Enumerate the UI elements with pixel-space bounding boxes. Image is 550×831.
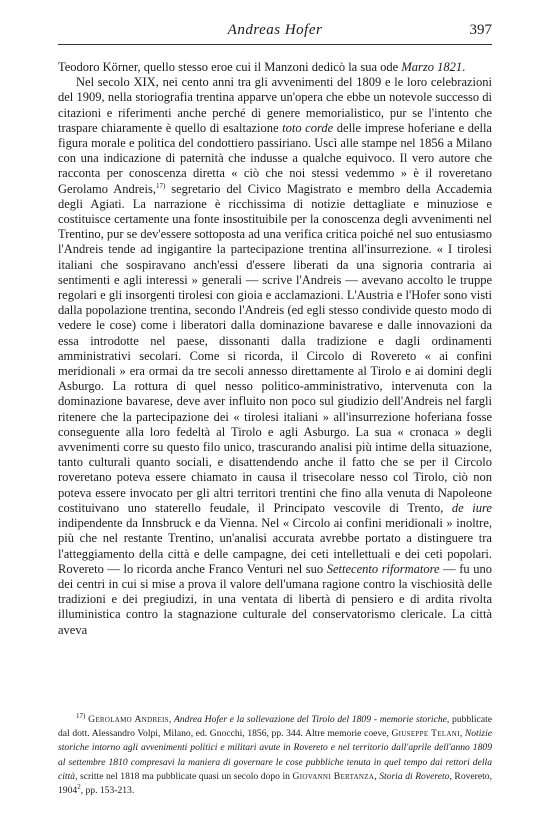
- footnote-title: Storia di Rovereto: [379, 770, 450, 782]
- footnote-reference: 17): [155, 181, 166, 190]
- edition-superscript: 2: [77, 782, 81, 791]
- page-header: [58, 18, 492, 45]
- running-title: Andreas Hofer: [227, 22, 323, 38]
- footnote: [58, 713, 492, 798]
- latin-phrase-de-iure: de iure: [451, 500, 492, 515]
- latin-phrase: toto corde: [282, 120, 334, 135]
- footnote-author: Giuseppe Telani: [391, 728, 460, 740]
- footnote-title: Notizie storiche intorno agli avvenimenti politici e militari avute in Rovereto e nel territorio dall'aprile dell'anno 1809 al settembre 1810 compresavi la maniera di governare le cose pubbliche tenuta in quel tempo dai rettori della città: [58, 728, 493, 782]
- footnote-author: Giovanni Bertanza: [292, 770, 375, 782]
- ode-title: Marzo 1821: [401, 60, 463, 74]
- paragraph-continuation: Teodoro Körner, quello stesso eroe cui il Manzoni dedicò la sua ode Marzo 1821.: [58, 60, 466, 74]
- footnote-17: $^{17)}$ Gerolamo Andreis, Andrea Hofer e la sollevazione del Tirolo del 1809 - memorie storiche, pubblicate dal dott. Alessandro Volpi, Milano, ed. Gnocchi, 1856, pp. 344. Altre memorie coeve, Giuseppe Telani, Notizie storiche intorno agli avvenimenti politici e militari avute in Rovereto e nel territorio dall'aprile dell'anno 1809 al settembre 1810 compresavi la maniera di governare le cose pubbliche tenuta in quel tempo dai rettori della città, scritte nel 1818 ma pubblicate quasi un secolo dopo in Giovanni Bertanza, Storia di Rovereto, Rovereto, 1904$^2$, pp. 153-213.: [58, 711, 493, 797]
- book-title-settecento: Settecento riformatore: [326, 561, 440, 576]
- main-text: [58, 60, 492, 638]
- footnote-marker: 17): [76, 711, 86, 720]
- footnote-title: Andrea Hofer e la sollevazione del Tirolo del 1809 - memorie storiche: [174, 714, 447, 725]
- footnote-author: Gerolamo Andreis: [88, 714, 169, 725]
- paragraph-andreis: Nel secolo XIX, nei cento anni tra gli avvenimenti del 1809 e le loro celebrazioni del 1909, nella storiografia trentina apparve un'opera che ebbe un notevole successo di citazioni e riferimenti anche perché di genere memorialistico, pur se l'intento che traspare chiaramente è quello di esaltazione toto corde delle imprese hoferiane e della figura morale e politica del condottiero passiriano. Uscì alle stampe nel 1856 a Milano con una indicazione di paternità che indusse a qualche equivoco. Il vero autore che racconta per conoscenza diretta « ciò che noi stessi vedemmo » è il roveretano Gerolamo Andreis,$^{17)}$ segretario del Civico Magistrato e membro della Accademia degli Agiati. La narrazione è ricchissima di notizie dettagliate e minuziose e costituisce certamente una fonte insostituibile per la conoscenza degli avvenimenti nel Trentino, pur se dev'essere sottoposta ad una verifica critica poiché nel suo entusiasmo l'Andreis tende ad ingigantire la partecipazione trentina all'insurrezione. « I tirolesi italiani che sospiravano anch'essi d'essere liberati da una signoria contraria ai sentimenti e agli interessi » generali — scrive l'Andreis — avevano accolto le truppe regolari e gli insorgenti tirolesi con gioia e acclamazioni. L'Austria e l'Hofer sono visti dalla popolazione trentina, secondo l'Andreis (ed egli stesso condivide questo modo di vedere le cose) come i liberatori dalla dominazione bavarese e dalle innovazioni da essa introdotte nel paese, dissonanti dalla tradizione e dagli ordinamenti amministrativi secolari. Come si ricorda, il Circolo di Rovereto « ai confini meridionali » era ormai da tre secoli annesso direttamente al Tirolo e ai domini degli Asburgo. La rottura di quel nesso politico-amministrativo, intervenuta con la dominazione bavarese, deve aver influito non poco sul giudizio dell'Andreis nel fargli ritenere che la partecipazione dei « tirolesi italiani » all'insurrezione hoferiana fosse conseguente alla loro fedeltà al Tirolo e agli Asburgo. La sua « cronaca » degli avvenimenti corre su questo filo unico, trascurando analisi più intime della situazione, tanto culturali quanto sociali, e disattendendo anche il fatto che se per il Circolo roveretano poteva essere chiamato in causa il trisecolare nesso col Tirolo, ciò non poteva essere invocato per gli altri territori trentini che fino alla venuta di Napoleone costituivano uno staterello feudale, il Principato vescovile di Trento, de iure indipendente da Innsbruck e da Vienna. Nel « Circolo ai confini meridionali » inoltre, più che nel restante Trentino, un'analisi accurata avrebbe portato a distinguere tra l'atteggiamento della città e delle campagne, dei ceti intellettuali e dei ceti popolari. Rovereto — lo ricorda anche Franco Venturi nel suo Settecento riformatore — fu uno dei centri in cui si mise a prova il valore dell'umana ragione contro la vischiosità delle tradizioni e dei pregiudizi, in una ventata di libertà di pensiero e di ardita rivolta illuministica contro la stagnazione culturale del conservatorismo clericale. La città aveva: [58, 75, 492, 637]
- page-number: 397: [469, 22, 492, 38]
